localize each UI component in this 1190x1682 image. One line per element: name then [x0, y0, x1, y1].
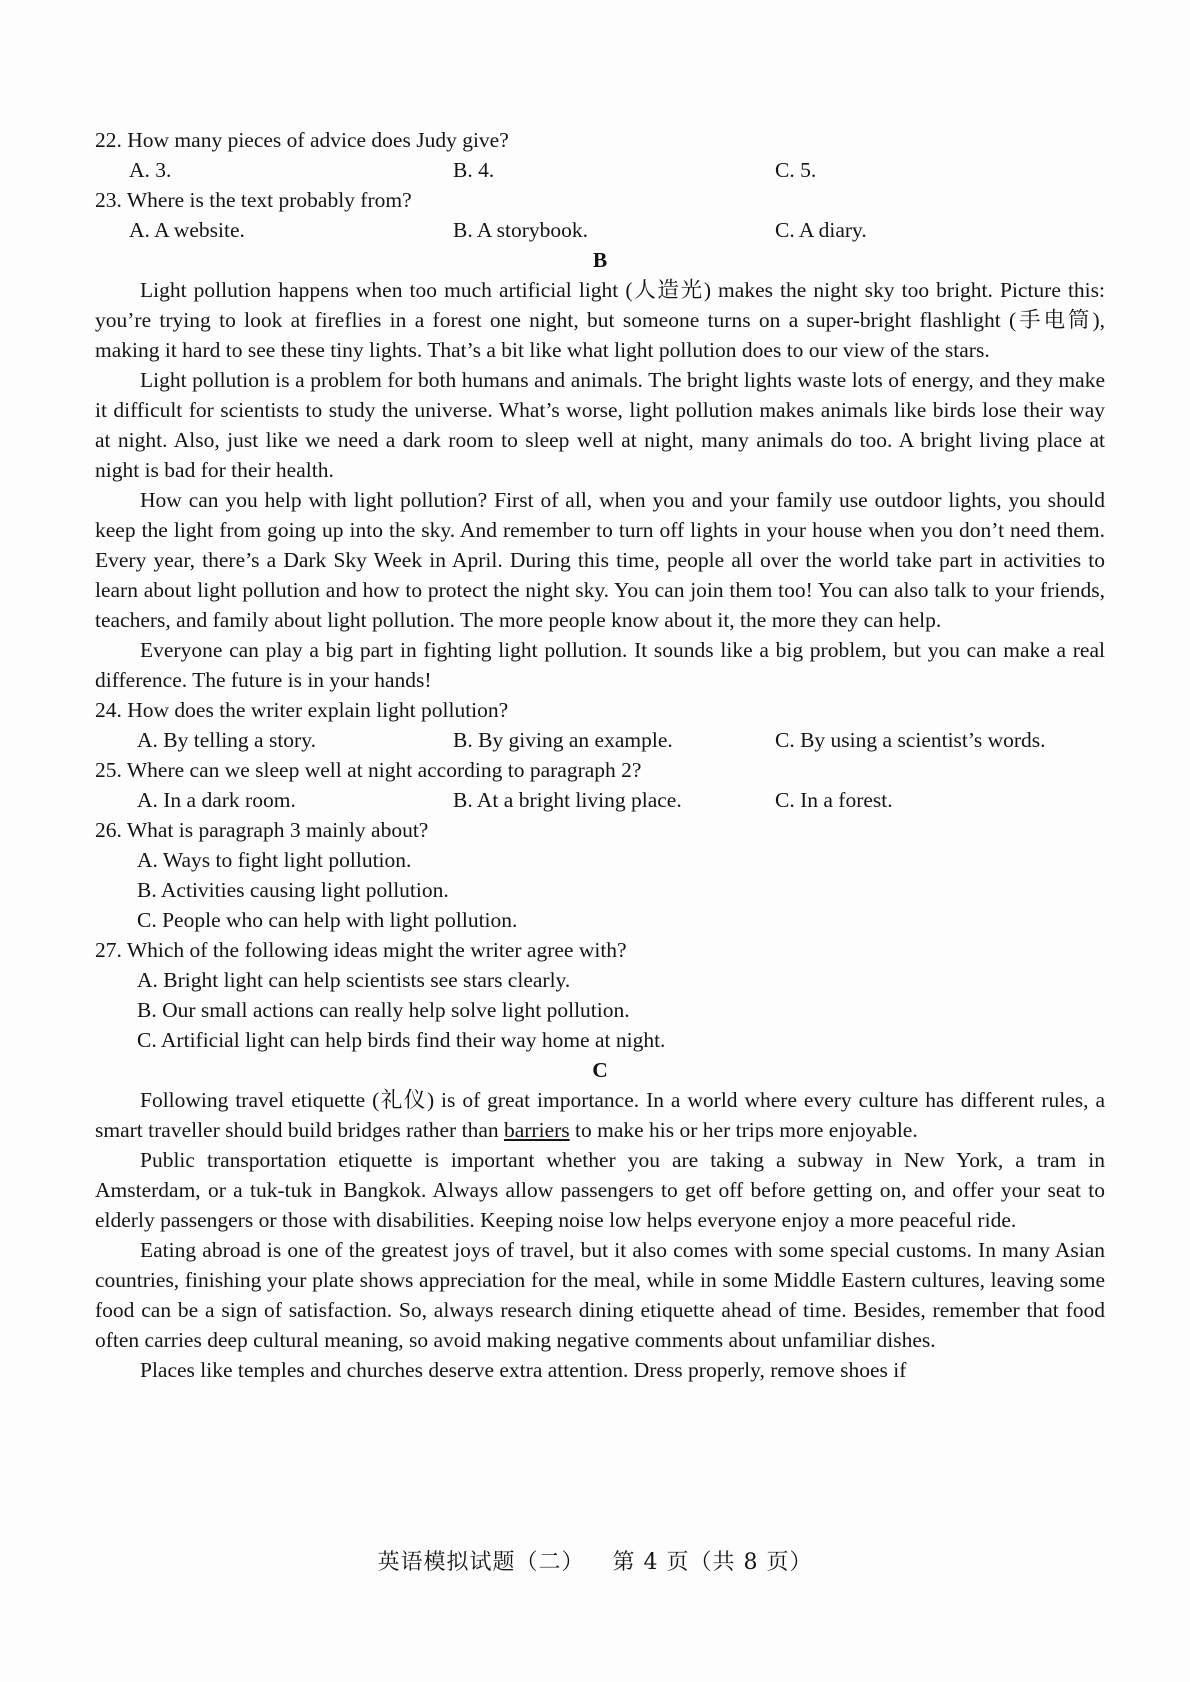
section-c-paragraph-2: Public transportation etiquette is important whether you are taking a subway in New York, a tram in Amsterdam, or a tuk-tuk in Bangkok. Always allow passengers to get off before getting on, and offer your seat to elderly passengers or those with disabilities. Keeping noise low helps everyone enjoy a more peaceful ride. — [95, 1148, 1105, 1232]
question-24-option-c: C. By using a scientist’s words. — [775, 728, 1046, 752]
question-25-option-b: B. At a bright living place. — [453, 788, 682, 812]
question-22-option-a: A. 3. — [129, 158, 172, 182]
section-b-heading: B — [592, 248, 608, 272]
question-24-stem: 24. How does the writer explain light pollution? — [95, 698, 509, 722]
section-b-paragraph-3: How can you help with light pollution? First of all, when you and your family use outdoor lights, you should keep the light from going up into the sky. And remember to turn off lights in your house when you don’t need them. Every year, there’s a Dark Sky Week in April. During this time, people all over the world take part in activities to learn about light pollution and how to protect the night sky. You can join them too! You can also talk to your friends, teachers, and family about light pollution. The more people know about it, the more they can help. — [95, 488, 1105, 632]
section-c-paragraph-1-start: Following travel etiquette (礼仪) is of great importance. In a world where every culture has different rules, a smart traveller should build bridges rather than — [95, 1088, 1105, 1142]
question-24-options — [95, 725, 1105, 755]
question-23-option-c: C. A diary. — [775, 218, 867, 242]
question-25-option-c: C. In a forest. — [775, 788, 893, 812]
section-c-paragraph-4: Places like temples and churches deserve extra attention. Dress properly, remove shoes if — [140, 1358, 907, 1382]
question-24-option-a: A. By telling a story. — [137, 728, 316, 752]
question-27-stem: 27. Which of the following ideas might the writer agree with? — [95, 938, 627, 962]
question-22-option-c: C. 5. — [775, 158, 817, 182]
page-footer — [0, 1548, 1190, 1578]
question-27-option-b: B. Our small actions can really help solve light pollution. — [137, 998, 630, 1022]
question-26-option-c: C. People who can help with light pollution. — [137, 908, 518, 932]
question-23-option-b: B. A storybook. — [453, 218, 588, 242]
question-22-options — [95, 155, 1105, 185]
underlined-word-barriers: barriers — [503, 1118, 570, 1142]
question-25-option-a: A. In a dark room. — [137, 788, 296, 812]
footer-page-number: 第 4 页（共 8 页） — [612, 1550, 813, 1575]
section-b-paragraph-2: Light pollution is a problem for both humans and animals. The bright lights waste lots of energy, and they make it difficult for scientists to study the universe. What’s worse, light pollution makes animals like birds lose their way at night. Also, just like we need a dark room to sleep well at night, many animals do too. A bright living place at night is bad for their health. — [95, 368, 1105, 482]
question-27-option-a: A. Bright light can help scientists see stars clearly. — [137, 968, 571, 992]
question-23-stem: 23. Where is the text probably from? — [95, 188, 412, 212]
question-27-option-c: C. Artificial light can help birds find their way home at night. — [137, 1028, 666, 1052]
question-23-option-a: A. A website. — [129, 218, 245, 242]
section-b-paragraph-4: Everyone can play a big part in fighting light pollution. It sounds like a big problem, but you can make a real difference. The future is in your hands! — [95, 638, 1105, 692]
section-c-paragraph-1 — [95, 1085, 1105, 1145]
question-24-option-b: B. By giving an example. — [453, 728, 673, 752]
question-22-option-b: B. 4. — [453, 158, 495, 182]
section-c-paragraph-1-end: to make his or her trips more enjoyable. — [569, 1118, 918, 1142]
section-c-paragraph-3: Eating abroad is one of the greatest joys of travel, but it also comes with some special customs. In many Asian countries, finishing your plate shows appreciation for the meal, while in some Middle Eastern cultures, leaving some food can be a sign of satisfaction. So, always research dining etiquette ahead of time. Besides, remember that food often carries deep cultural meaning, so avoid making negative comments about unfamiliar dishes. — [95, 1238, 1105, 1352]
question-26-option-a: A. Ways to fight light pollution. — [137, 848, 412, 872]
question-23-options — [95, 215, 1105, 245]
footer-exam-title: 英语模拟试题（二） — [377, 1550, 585, 1575]
question-22-stem: 22. How many pieces of advice does Judy give? — [95, 128, 509, 152]
section-c-heading: C — [592, 1058, 608, 1082]
question-25-stem: 25. Where can we sleep well at night according to paragraph 2? — [95, 758, 642, 782]
section-b-paragraph-1: Light pollution happens when too much artificial light (人造光) makes the night sky too bright. Picture this: you’re trying to look at fireflies in a forest one night, but someone turns on a super-bright flashlight (手电筒), making it hard to see these tiny lights. That’s a bit like what light pollution does to our view of the stars. — [95, 278, 1105, 362]
page-content — [95, 125, 1105, 1385]
question-25-options — [95, 785, 1105, 815]
question-26-stem: 26. What is paragraph 3 mainly about? — [95, 818, 429, 842]
question-26-option-b: B. Activities causing light pollution. — [137, 878, 449, 902]
